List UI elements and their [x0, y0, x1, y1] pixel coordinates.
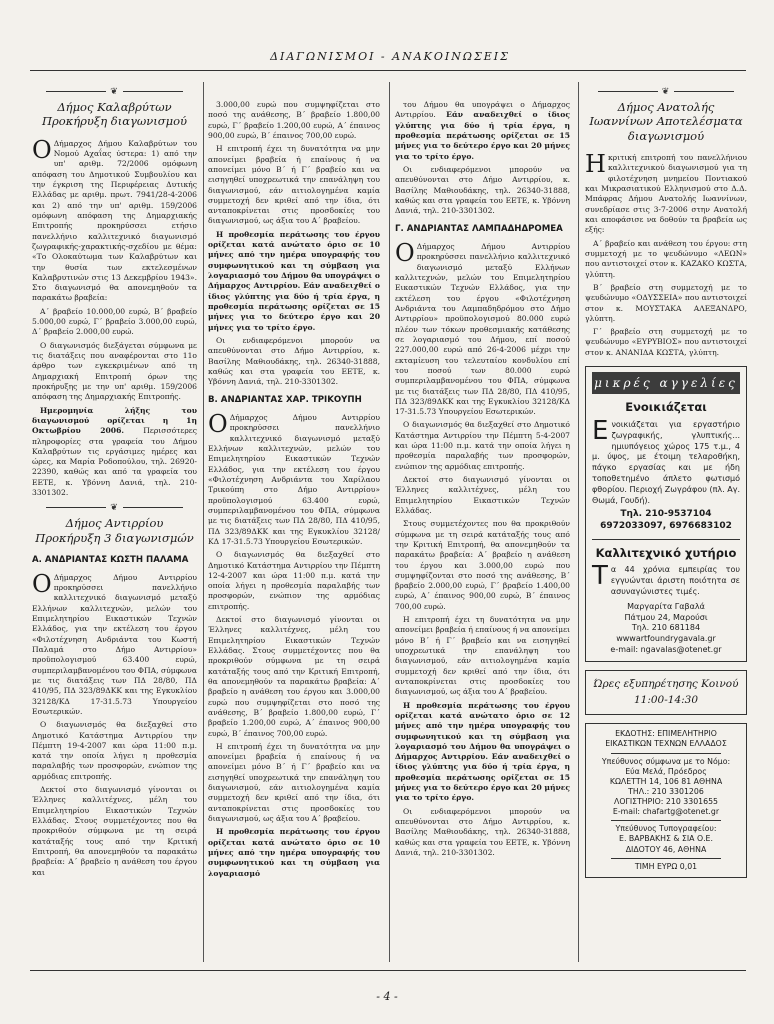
divider — [611, 820, 721, 821]
imprint-line: Ε. ΒΑΡΒΑΚΗΣ & ΣΙΑ Ο.Ε. — [619, 834, 713, 844]
imprint-line: Υπεύθυνος σύμφωνα με το Νόμο: — [601, 756, 731, 766]
ad-title-foundry: Καλλιτεχνικό χυτήριο — [595, 545, 737, 560]
foundry-website: wwwartfoundrygavala.gr — [616, 634, 716, 644]
paragraph: Στους συμμετέχοντες που θα προκριθούν σύμφωνα με τη σειρά κατάταξής τους από την Κριτική Επιτροπή, θα απονεμηθούν τα παρακάτω βραβεία: Α΄ βραβείο η ανάθεση του έργου και 3.000,00 ευρώ που συμψηφίζονται στο ποσό της ανάθεσης, Β΄ βραβείο 2.000,00 ευρώ, Γ΄ βραβείο 1.400,00 ευρώ, Α΄ έπαινος 900,00 ευρώ, Β΄ έπαινος 700,00 ευρώ. — [395, 519, 570, 611]
foundry-email: e-mail: ngavalas@otenet.gr — [610, 644, 722, 654]
paragraph: Ο διαγωνισμός θα διεξαχθεί στο Δημοτικό Κατάστημα Αντιρρίου την Πέμπτη 19-4-2007 και ώρα 11:00 π.μ. κατά την οποία λήγει η προθεσμία παραλαβής των προσφορών, ενώπιον της αρμόδιας επιτροπής. — [32, 720, 197, 781]
divider — [611, 753, 721, 754]
column-divider — [578, 82, 579, 962]
imprint-line: Υπεύθυνος Τυπογραφείου: — [615, 824, 717, 834]
foundry-name: Μαργαρίτα Γαβαλά — [627, 601, 705, 611]
paragraph: Ο διαγωνισμός θα διεξαχθεί στο Δημοτικό Κατάστημα Αντιρρίου την Πέμπτη 5-4-2007 και ώρα 11:00 π.μ. κατά την οποία λήγει η προθεσμία παραλαβής των προσφορών, ενώπιον της αρμόδιας επιτροπής. — [395, 420, 570, 471]
footer-rule — [30, 970, 746, 971]
office-hours-box — [585, 670, 747, 716]
column-4 — [585, 82, 747, 878]
hours-label: Ώρες εξυπηρέτησης Κοινού — [593, 677, 739, 690]
paragraph: Η προθεσμία περάτωσης του έργου ορίζεται κατά ανώτατο όριο σε 10 μήνες από την ημέρα υπογραφής του συμφωνητικού και τη σύμβαση για λογαριασμό του Δήμου θα υπογράψει ο Δήμαρχος Αντιρρίου. Εάν αναδειχθεί ο ίδιος γλύπτης για δύο ή τρία έργα, η προθεσμία περάτωσης ορίζεται σε 15 μήνες για το δεύτερο έργο και 20 μήνες για το τρίτο έργο. — [208, 229, 380, 332]
paragraph: Ο Δήμαρχος Δήμου Αντιρρίου προκηρύσσει πανελλήνιο καλλιτεχνικό διαγωνισμό μεταξύ Ελλήνων καλλιτεχνών, μελών του Επιμελητηρίου Εικαστικών Τεχνών Ελλάδος, για την εκτέλεση του έργου «Φιλοτέχνηση Ανδριάντα του Λαμπαδηδρόμου στο Δήμο Αντιρρίου» προϋπολογισμού 80.000 ευρώ πλέον των τόκων προθεσμιακής κατάθεσης σε λογαριασμό του Δήμου, επί ποσού 227.000,00 ευρώ από 26-4-2006 μέχρι την εκταμίευση του τελευταίου κονδυλίου επί του ποσού των 80.000 ευρώ συμπεριλαμβανομένου του ΦΠΑ, σύμφωνα με τις διατάξεις των ΠΔ 28/80, ΠΔ 410/95, ΠΔ 323/89ΔΚΚ και της Εγκυκλίου 32128/ΚΔ 17-31.5.73 Υπουργείου Εσωτερικών. — [395, 239, 570, 417]
paragraph: Δεκτοί στο διαγωνισμό γίνονται οι Έλληνες καλλιτέχνες, μέλη του Επιμελητηρίου Εικαστικών Τεχνών Ελλάδας. Στους συμμετέχοντες που θα προκριθούν σύμφωνα με τη σειρά κατάταξής τους από την Κριτική Επιτροπή, θα απονεμηθούν τα παρακάτω βραβεία: Α΄ βραβείο η ανάθεση του έργου και 3.000,00 ευρώ που συμψηφίζεται στο ποσό της ανάθεσης, Β΄ βραβείο 1.800,00 ευρώ, Γ΄ βραβείο 1.200,00 ευρώ, Α΄ έπαινος 900,00 ευρώ, Β΄ έπαινος 700,00 ευρώ. — [208, 615, 380, 738]
paragraph: Ο διαγωνισμός διεξάγεται σύμφωνα με τις διατάξεις που αναφέρονται στο 11ο άρθρο των εγκεκριμένων από τη Δημαρχιακή Επιτροπή όρων της προκήρυξης με την υπ' αριθμ. 159/2006 απόφαση της Δημαρχιακής Επιτροπής. — [32, 340, 197, 402]
paragraph: Ο διαγωνισμός θα διεξαχθεί στο Δημοτικό Κατάστημα Αντιρρίου την Πέμπτη 12-4-2007 και ώρα 11:00 π.μ. κατά την οποία λήγει η προθεσμία παραλαβής των προσφορών, ενώπιον της αρμόδιας επιτροπής. — [208, 550, 380, 611]
paragraph: Γ΄ βραβείο στη συμμετοχή με το ψευδώνυμο «ΕΥΡΥΒΙΟΣ» που αντιστοιχεί στον κ. ΑΝΑΝΙΔΑ ΚΩΣΤΑ, γλύπτη. — [585, 327, 747, 357]
paragraph: Οι ενδιαφερόμενοι μπορούν να απευθύνονται στο Δήμο Αντιρρίου, κ. Βασίλης Μαθιουδάκης, τηλ. 26340-31888, καθώς και στα γραφεία του ΕΕΤΕ, κ. Υβόννη Δανιά, τηλ. 210-3301302. — [395, 164, 570, 216]
paragraph: Η επιτροπή έχει τη δυνατότητα να μην απονείμει βραβεία ή επαίνους ή να απονείμει μόνο Β΄ ή Γ΄ βραβείο και να εισηγηθεί υποχρεωτικά την επανάληψη του διαγωνισμού, εάν αιτιολογημένα καμία συμμετοχή δεν κριθεί από την ίδια, ότι ανταποκρίνεται στις προσδοκίες του διαγωνισμού, ως άξια του Α΄ βραβείου. — [208, 144, 380, 226]
subheading-b: Β. ΑΝΔΡΙΑΝΤΑΣ ΧΑΡ. ΤΡΙΚΟΥΠΗ — [208, 395, 362, 406]
imprint-line: ΤΗΛ.: 210 3301206 — [628, 786, 704, 796]
column-divider — [389, 82, 390, 962]
paragraph: Α΄ βραβείο και ανάθεση του έργου: στη συμμετοχή με το ψευδώνυμο «ΛΕΩΝ» που αντιστοιχεί στον κ. ΚΑΖΑΚΟ ΚΩΣΤΑ, γλύπτη. — [585, 238, 747, 279]
paragraph: Η επιτροπή έχει τη δυνατότητα να μην απονείμει βραβεία ή επαίνους ή να απονείμει μόνο Β΄ ή Γ΄ βραβείο και να εισηγηθεί υποχρεωτικά την επανάληψη του διαγωνισμού, εάν αιτιολογημένα καμία συμμετοχή δεν κριθεί από την ίδια, ότι ανταποκρίνεται στις προσδοκίες του διαγωνισμού, ως άξια του Α΄ βραβείου. — [395, 615, 570, 697]
section-title-antirrio: Δήμος Αντιρρίου Προκήρυξη 3 διαγωνισμών — [35, 516, 194, 545]
paragraph: του Δήμου θα υπογράψει ο Δήμαρχος Αντιρρίου. Εάν αναδειχθεί ο ίδιος γλύπτης για δύο ή τρία έργα, η προθεσμία περάτωσης ορίζεται σε 15 μήνες για το δεύτερο έργο και 20 μήνες για το τρίτο έργο. — [395, 100, 570, 161]
paragraph: Ηκριτική επιτροπή του πανελλήνιου καλλιτεχνικού διαγωνισμού για τη φιλοτέχνηση μνημείου Ποντιακού και Μικρασιατικού Ελληνισμού στο Δ.Δ. Μπάφρας Δήμου Ανατολής Ιωαννίνων, συνεδρίασε στις 3-7-2006 στην Ανατολή και αποφάσισε να δοθούν τα βραβεία ως εξής: — [585, 150, 747, 235]
column-divider — [203, 82, 204, 962]
column-1 — [32, 82, 197, 881]
ornament: ❦ — [32, 504, 197, 513]
header-rule — [30, 70, 746, 71]
foundry-phone: Τηλ. 210 681184 — [631, 623, 701, 633]
imprint-line: ΔΙΔΟΤΟΥ 46, ΑΘΗΝΑ — [625, 844, 707, 854]
paragraph: Δεκτοί στο διαγωνισμό γίνονται οι Έλληνες καλλιτέχνες, μέλη του Επιμελητηρίου Εικαστικών Τεχνών Ελλάδας. Στους συμμετέχοντες που θα προκριθούν σύμφωνα με τη σειρά κατάταξής τους από την Κριτική Επιτροπή, θα απονεμηθούν τα παρακάτω βραβεία: Α΄ βραβείο η ανάθεση του έργου και — [32, 785, 197, 877]
paragraph: Β΄ βραβείο στη συμμετοχή με το ψευδώνυμο «ΟΔΥΣΣΕΙΑ» που αντιστοιχεί στον κ. ΜΟΥΣΤΑΚΑ ΑΛΕΞΑΝΔΡΟ, γλύπτη. — [585, 282, 747, 323]
imprint-line: ΕΙΚΑΣΤΙΚΩΝ ΤΕΧΝΩΝ ΕΛΛΑΔΟΣ — [605, 739, 727, 749]
section-title-ioannina: Δήμος Ανατολής Ιωαννίνων Αποτελέσματα διαγωνισμού — [589, 100, 743, 143]
paragraph: Ο Δήμαρχος Δήμου Αντιρρίου προκηρύσσει πανελλήνιο καλλιτεχνικό διαγωνισμό μεταξύ Ελλήνων καλλιτεχνών, μελών του Επιμελητηρίου Εικαστικών Τεχνών Ελλάδος, για την εκτέλεση του έργου «Φιλοτέχνηση Ανδριάντα του Κωστή Παλαμά στο Δήμο Αντιρρίου» προϋπολογισμού 63.400 ευρώ, συμπεριλαμβανομένου του ΦΠΑ, σύμφωνα με τις διατάξεις των ΠΔ 28/80, ΠΔ 410/95, ΠΔ 323/89ΔΚΚ και της Εγκυκλίου 32128/ΚΔ 17-31.5.73 Υπουργείου Εσωτερικών. — [32, 569, 197, 716]
paragraph: Οι ενδιαφερόμενοι μπορούν να απευθύνονται στο Δήμο Αντιρρίου, κ. Βασίλης Μαθιουδάκης, τηλ. 26340-31888, καθώς και στα γραφεία του ΕΕΤΕ, κ. Υβόννη Δανιά, τηλ. 210-3301302. — [395, 806, 570, 857]
ad-text-foundry: Τα 44 χρόνια εμπειρίας του εγγυώνται άριστη ποιότητα σε ασυναγώνιστες τιμές. — [592, 561, 740, 596]
imprint-line: ΕΚΔΟΤΗΣ: ΕΠΙΜΕΛΗΤΗΡΙΟ — [615, 729, 717, 739]
column-2 — [208, 100, 380, 882]
imprint-box — [585, 723, 747, 878]
imprint-line: ΤΙΜΗ ΕΥΡΩ 0,01 — [634, 861, 698, 871]
paragraph: Ο Δήμαρχος Δήμου Αντιρρίου προκηρύσσει πανελλήνιο καλλιτεχνικό διαγωνισμό μεταξύ Ελλήνων καλλιτεχνών, μελών του Επιμελητηρίου Εικαστικών Τεχνών Ελλάδος, για την εκτέλεση του έργου «Φιλοτέχνηση Ανδριάντα του Χαρίλαου Τρικούπη στο Δήμο Αντιρρίου» προϋπολογισμού 63.400 ευρώ, συμπεριλαμβανομένου του ΦΠΑ, σύμφωνα με τις διατάξεις των ΠΔ 28/80, ΠΔ 410/95, ΠΔ 323/89ΔΚΚ και της Εγκυκλίου 32128/ΚΔ 17-31.5.73 Υπουργείου Εσωτερικών. — [208, 410, 380, 546]
paragraph: Α΄ βραβείο 10.000,00 ευρώ, Β΄ βραβείο 5.000,00 ευρώ, Γ΄ βραβείο 3.000,00 ευρώ, Δ΄ βραβείο 2.000,00 ευρώ. — [32, 306, 197, 337]
subheading-g: Γ. ΑΝΔΡΙΑΝΤΑΣ ΛΑΜΠΑΔΗΔΡΟΜΕΑ — [395, 224, 563, 235]
imprint-line: ΛΟΓΙΣΤΗΡΙΟ: 210 3301655 — [614, 797, 718, 806]
paragraph: Η επιτροπή έχει τη δυνατότητα να μην απονείμει βραβεία ή επαίνους ή να απονείμει μόνο Β΄ ή Γ΄ βραβείο και να εισηγηθεί υποχρεωτικά την επανάληψη του διαγωνισμού, εάν αιτιολογημένα καμία συμμετοχή δεν κριθεί από την ίδια, ότι ανταποκρίνεται στις προσδοκίες του διαγωνισμού, ως άξια του Α΄ βραβείου. — [208, 741, 380, 823]
subheading-a: Α. ΑΝΔΡΙΑΝΤΑΣ ΚΩΣΤΗ ΠΑΛΑΜΑ — [32, 555, 189, 566]
classifieds-box — [585, 366, 747, 662]
ad-text-rent: Ενοικιάζεται για εργαστήριο ζωγραφικής, γλυπτικής... ημιυπόγειος χώρος 175 τ.μ., 4 μ. ύψος, με έτοιμη τελαροθήκη, πάγκο εργασίας και με ήδη τοποθετημένο άπλετο φωτισμό φθορίου. Περιοχή Ζωγράφου (πλ. Αγ. Θωμά, Γουδή). — [592, 416, 740, 505]
page-header: ΔΙΑΓΩΝΙΣΜΟΙ - ΑΝΑΚΟΙΝΩΣΕΙΣ — [270, 50, 510, 63]
ad-title-rent: Ενοικιάζεται — [625, 400, 707, 415]
ad-phone: 6972033097, 6976683102 — [600, 521, 732, 532]
hours-value: 11:00-14:30 — [633, 693, 699, 706]
imprint-line: ΚΩΛΕΤΤΗ 14, 106 81 ΑΘΗΝΑ — [609, 776, 723, 786]
ad-phone: Τηλ. 210-9537104 — [620, 509, 712, 520]
paragraph: Ημερομηνία λήξης του διαγωνισμού ορίζεται η 1η Οκτωβρίου 2006. Περισσότερες πληροφορίες στα γραφεία του Δήμου Καλαβρύτων τις εργάσιμες ημέρες και ώρες, κα Μαρία Ροδοπούλου, τηλ. 26920-22390, καθώς και από τα γραφεία του ΕΕΤΕ, κ. Υβόννη Δανιά, τηλ. 210-3301302. — [32, 405, 197, 498]
page-number: - 4 - — [376, 990, 398, 1003]
imprint-line: E-mail: chafartg@otenet.gr — [612, 807, 720, 817]
ornament: ❦ — [32, 88, 197, 97]
divider — [611, 858, 721, 859]
column-3 — [395, 100, 570, 861]
paragraph: Η προθεσμία περάτωσης του έργου ορίζεται κατά ανώτατο όριο σε 12 μήνες από την ημέρα υπογραφής του συμφωνητικού και τη σύμβαση για λογαριασμό του Δήμου θα υπογράψει ο Δήμαρχος Αντιρρίου. Εάν αναδειχθεί ο ίδιος γλύπτης για δύο ή τρία έργα, η προθεσμία περάτωσης ορίζεται σε 15 μήνες για το δεύτερο έργο και 20 μήνες για το τρίτο έργο. — [395, 700, 570, 803]
foundry-address: Πάτμου 24, Μαρούσι — [624, 612, 708, 622]
divider — [592, 539, 740, 540]
paragraph: Δεκτοί στο διαγωνισμό γίνονται οι Έλληνες καλλιτέχνες, μέλη του Επιμελητηρίου Εικαστικών Τεχνών Ελλάδας. — [395, 475, 570, 515]
paragraph: Η προθεσμία περάτωσης του έργου ορίζεται κατά ανώτατο όριο σε 10 μήνες από την ημέρα υπογραφής του συμφωνητικού και τη σύμβαση για λογαριασμό — [208, 827, 380, 878]
paragraph: Ο Δήμαρχος Δήμου Καλαβρύτων του Νομού Αχαΐας ύστερα: 1) από την υπ' αριθμ. 72/2006 ομόφωνη απόφαση του Δημοτικού Συμβουλίου και την έγκριση της Περιφέρειας Δυτικής Ελλάδας με αριθμ. πρωτ. 7941/28-4-2006 και 2) από την υπ' αριθμ. 159/2006 ομόφωνη απόφαση της Δημαρχιακής Επιτροπής προκηρύσσει ετήσιο πανελλήνιο καλλιτεχνικό διαγωνισμό ζωγραφικής-χαρακτικής-σχεδίου με θέμα: «Το Ολοκαύτωμα των Καλαβρύτων και την θυσία των εκτελεσμένων Καλαβρυτινών στις 13 Δεκεμβρίου 1943». Στο διαγωνισμό θα απονεμηθούν τα παρακάτω βραβεία: — [32, 135, 197, 303]
section-title-kalavryta: Δήμος Καλαβρύτων Προκήρυξη διαγωνισμού — [42, 100, 187, 129]
paragraph: 3.000,00 ευρώ που συμψηφίζεται στο ποσό της ανάθεσης, Β΄ βραβείο 1.800,00 ευρώ, Γ΄ βραβείο 1.200,00 ευρώ, Α΄ έπαινος 900,00 ευρώ, Β΄ έπαινος 700,00 ευρώ. — [208, 100, 380, 140]
classifieds-heading: μικρές αγγελίες — [592, 372, 740, 394]
ornament: ❦ — [585, 88, 747, 97]
paragraph: Οι ενδιαφερόμενοι μπορούν να απευθύνονται στο Δήμο Αντιρρίου, κ. Βασίλης Μαθιουδάκης, τηλ. 26340-31888, καθώς και στα γραφεία του ΕΕΤΕ, κ. Υβόννη Δανιά, τηλ. 210-3301302. — [208, 335, 380, 387]
imprint-line: Εύα Μελά, Πρόεδρος — [625, 766, 707, 776]
